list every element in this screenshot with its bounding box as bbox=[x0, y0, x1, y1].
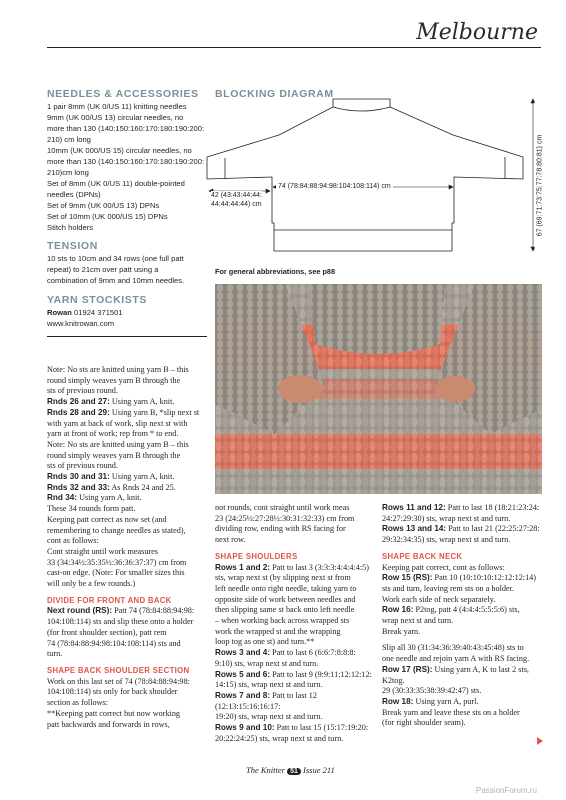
instruction-label: Row 18: bbox=[382, 696, 414, 706]
section-heading: SHAPE BACK NECK bbox=[382, 551, 463, 561]
needles-line: 9mm (UK 00/US 13) circular needles, no bbox=[47, 113, 184, 122]
issue-number: Issue 211 bbox=[303, 765, 335, 775]
page-number: 51 bbox=[287, 768, 301, 775]
section-heading: SHAPE BACK SHOULDER SECTION bbox=[47, 665, 190, 675]
knitwear-image bbox=[215, 284, 542, 494]
instruction-label: Rows 13 and 14: bbox=[382, 524, 447, 534]
tension-line: 10 sts to 10cm and 34 rows (one full patt bbox=[47, 254, 184, 263]
length-label: 67 (69:71:73:75:77:78:80:81) cm bbox=[535, 101, 546, 271]
instruction-label: Rnds 30 and 31: bbox=[47, 472, 110, 482]
needles-line: needles (DPNs) bbox=[47, 190, 101, 199]
needles-line: more than 130 (140:150:160:170:180:190:200: bbox=[47, 124, 205, 133]
instruction-label: Rows 7 and 8: bbox=[215, 690, 271, 700]
needles-heading: NEEDLES & ACCESSORIES bbox=[47, 88, 199, 100]
yarn-heading: YARN STOCKISTS bbox=[47, 294, 148, 306]
needles-list bbox=[47, 101, 217, 233]
yarn-stockists bbox=[47, 307, 217, 329]
needles-line: Set of 10mm (UK 000/US 15) DPNs bbox=[47, 212, 168, 221]
left-divider bbox=[47, 336, 207, 337]
instruction-label: Row 16: bbox=[382, 605, 414, 615]
needles-line: 10mm (UK 000/US 15) circular needles, no bbox=[47, 146, 192, 155]
header-rule bbox=[47, 47, 541, 48]
instruction-label: Row 15 (RS): bbox=[382, 573, 433, 583]
arrowhead bbox=[449, 185, 453, 189]
diagram-heading: BLOCKING DIAGRAM bbox=[215, 88, 334, 100]
yarn-website[interactable]: www.knitrowan.com bbox=[47, 319, 115, 328]
instruction-label: Rows 9 and 10: bbox=[215, 723, 275, 733]
abbreviations-note: For general abbreviations, see p88 bbox=[215, 267, 336, 276]
instruction-label: Rows 5 and 6: bbox=[215, 669, 271, 679]
magazine-name: The Knitter bbox=[246, 765, 285, 775]
arrowhead bbox=[266, 189, 270, 193]
needles-line: Set of 9mm (UK 00/US 13) DPNs bbox=[47, 201, 160, 210]
section-heading: SHAPE SHOULDERS bbox=[215, 551, 298, 561]
sleeve-label: 42 (43:43:44:44: 44:44:44:44) cm bbox=[211, 192, 262, 208]
needles-line: 210) cm long bbox=[47, 135, 91, 144]
sweater-outline bbox=[207, 99, 523, 251]
instruction-label: Rows 1 and 2: bbox=[215, 562, 271, 572]
instruction-label: Row 17 (RS): bbox=[382, 664, 433, 674]
needles-line: 210)cm long bbox=[47, 168, 89, 177]
needles-line: more than 130 (140:150:160:170:180:190:200: bbox=[47, 157, 205, 166]
sweater-photo bbox=[215, 284, 542, 494]
column-3: Rows 11 and 12: Patt to last 18 (18:21:23:24: 24:27:29:30) sts, wrap next st and turn. Rows 13 and 14: Patt to last 21 (22:25:27:28: 29:32:34:35) sts, wrap next st and turn. SHAPE BACK NECK Keeping patt correct, cont as follows: Row 15 (RS): Patt 10 (10:10:10:12:12:12:14) sts and turn, leaving rem sts on a holder. Work each side of neck separately. Row 16: P2tog, patt 4 (4:4:4:5:5:5:6) sts, wrap next st and turn. Break yarn. Slip all 30 (31:34:36:39:40:43:45:48) sts to one needle and rejoin yarn A with RS facing. Row 17 (RS): Using yarn A, K to last 2 sts, K2tog. 29 (30:33:35:38:39:42:47) sts. Row 18: Using yarn A, purl. Break yarn and leave these sts on a holder (for right shoulder seam). bbox=[382, 503, 544, 729]
tension-heading: TENSION bbox=[47, 240, 98, 252]
column-2: not rounds, cont straight until work meas 23 (24:25½:27:28½:30:31:32:33) cm from dividing row, ending with RS facing for next row. SHAPE SHOULDERS Rows 1 and 2: Patt to last 3 (3:3:3:4:4:4:4:5) sts, wrap next st (by slipping next st from left needle onto right needle, taking yarn to opposite side of work between needles and then slipping same st back onto left needle – when working back across wrapped sts work the wrapped st and the wrapping loop tog as one st) and turn.** Rows 3 and 4: Patt to last 6 (6:6:7:8:8:8: 9:10) sts, wrap next st and turn. Rows 5 and 6: Patt to last 9 (9:9:11:12:12:12: 14:15) sts, wrap next st and turn. Rows 7 and 8: Patt to last 12 (12:13:15:16:16:17: 19:20) sts, wrap next st and turn. Rows 9 and 10: Patt to last 15 (15:17:19:20: 20:22:24:25) sts, wrap next st and turn. bbox=[215, 503, 375, 744]
neck-line bbox=[333, 107, 390, 111]
width-label: 74 (78:84:88:94:98:104:108:114) cm bbox=[278, 183, 391, 190]
needles-line: Set of 8mm (UK 0/US 11) double-pointed bbox=[47, 179, 185, 188]
tension-text bbox=[47, 253, 217, 286]
needles-line: Stitch holders bbox=[47, 223, 94, 232]
continue-arrow-icon bbox=[537, 737, 543, 745]
needles-line: 1 pair 8mm (UK 0/US 11) knitting needles bbox=[47, 102, 187, 111]
page-title: Melbourne bbox=[416, 20, 538, 45]
watermark: PassionForum.ru bbox=[476, 786, 537, 795]
instruction-label: Rows 11 and 12: bbox=[382, 503, 446, 512]
instruction-label: Rnds 28 and 29: bbox=[47, 407, 110, 417]
column-1: Note: No sts are knitted using yarn B – this round simply weaves yarn B through the sts of previous round. Rnds 26 and 27: Using yarn A, knit. Rnds 28 and 29: Using yarn B, *slip next st with yarn at back of work, slip next st with yarn at front of work; rep from * to end. Note: No sts are knitted using yarn B – this round simply weaves yarn B through the sts of previous round. Rnds 30 and 31: Using yarn A, knit. Rnds 32 and 33: As Rnds 24 and 25. Rnd 34: Using yarn A, knit. These 34 rounds form patt. Keeping patt correct as now set (and remembering to change needles as stated), cont as follows: Cont straight until work measures 33 (34:34½:35:35½:36:36:37:37) cm from cast-on edge. (Note: For smaller sizes this will only be a few rounds.) DIVIDE FOR FRONT AND BACK Next round (RS): Patt 74 (78:84:88:94:98: 104:108:114) sts and slip these onto a holder (for front shoulder section), patt rem 74 (78:84:88:94:98:104:108:114) sts and turn. SHAPE BACK SHOULDER SECTION Work on this last set of 74 (78:84:88:94:98: 104:108:114) sts only for back shoulder section as follows: **Keeping patt correct but now working patt backwards and forwards in rows, bbox=[47, 365, 209, 730]
instruction-label: Rnds 32 and 33: bbox=[47, 482, 110, 492]
instruction-label: Next round (RS): bbox=[47, 606, 113, 616]
section-heading: DIVIDE FOR FRONT AND BACK bbox=[47, 595, 172, 605]
footer bbox=[246, 765, 335, 775]
instruction-label: Rnds 26 and 27: bbox=[47, 397, 110, 407]
instruction-label: Rnd 34: bbox=[47, 493, 78, 503]
tension-line: combination of 9mm and 10mm needles. bbox=[47, 276, 185, 285]
tension-line: repeat) to 21cm over patt using a bbox=[47, 265, 159, 274]
yarn-phone: 01924 371501 bbox=[74, 308, 123, 317]
instruction-label: Rows 3 and 4: bbox=[215, 648, 271, 658]
yarn-brand: Rowan bbox=[47, 308, 72, 317]
